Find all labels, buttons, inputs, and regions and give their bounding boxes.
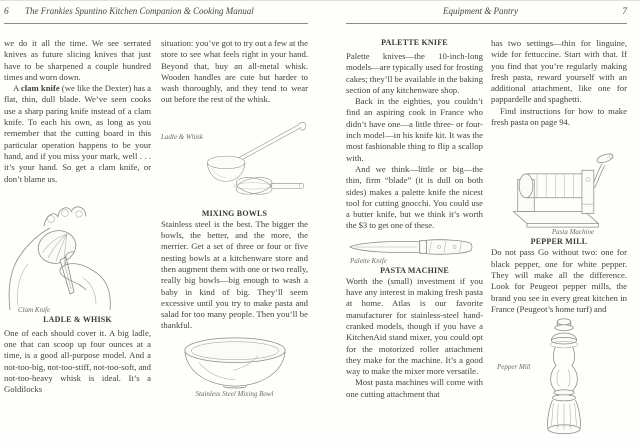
heading-mixing-bowls: MIXING BOWLS	[201, 208, 268, 218]
bold-term-clam-knife: clam knife	[20, 83, 60, 94]
palette-knife-illustration	[346, 238, 474, 256]
ladle-whisk-illustration	[203, 111, 308, 209]
right-column-2	[491, 38, 627, 437]
paragraph-clam-knife	[4, 83, 151, 185]
paragraph-pasta-machine: Worth the (small) investment if you have any interest in making fresh pasta at home. Atlas is our favorite manufacturer for stainless-steel hand-cranked models, though if you have a KitchenAid stand mixer, you could opt for the motorized roller attachment they make for the machine. It’s a good way to make the mixer more versatile.	[346, 275, 483, 377]
pepper-mill-illustration	[535, 317, 593, 437]
pasta-machine-figure	[491, 140, 627, 237]
paragraph-palette-blade: And we think—little or big—the thin, firm “blade” (it is dull on both sides) makes a palette knife the nicest tool for cutting gnocchi. You could use a butter knife, but we think it’s worth the $3 to get one of these.	[346, 163, 483, 231]
heading-palette-knife: PALETTE KNIFE	[381, 38, 448, 47]
paragraph-serrated-knives: we do it all the time. We see serrated knives as future slicing knives that just have to be sharpened a couple hundred times and worn down.	[4, 38, 151, 82]
clam-knife-illustration	[4, 194, 116, 310]
paragraph-palette-intro: Palette knives—the 10-inch-long models—are typically used for frosting cakes; they’ll be available in the baking section of any kitchenware shop.	[346, 51, 483, 95]
paragraph-ladle-whisk: One of each should cover it. A big ladle, one that can scoop up four ounces at a time, is a good all-purpose model. And a not-too-big, not-too-stiff, not-too-soft, and not-too-heavy whisk is ideal. It’s a Goldilocks	[4, 327, 151, 395]
left-page-number: 6	[4, 7, 9, 17]
right-column-1	[346, 38, 483, 437]
clam-knife-caption: Clam Knife	[18, 305, 51, 314]
left-column-2	[161, 38, 308, 399]
heading-pepper-mill: PEPPER MILL	[530, 237, 588, 247]
mixing-bowl-illustration	[182, 336, 288, 390]
left-running-title: The Frankies Spuntino Kitchen Companion & Cooking Manual	[25, 6, 254, 16]
paragraph-whisk-continued: situation: you’ve got to try out a few at the store to see what feels right in your hand. Beyond that, buy an all-metal whisk. Wooden handles are cute but harder to wash thoroughly, and they tend to wear out before the rest of the whisk.	[161, 38, 308, 105]
palette-knife-caption: Palette Knife	[350, 256, 387, 265]
left-page	[0, 1, 320, 444]
paragraph-settings-continued: has two settings—thin for linguine, wide for fettuccine. Start with that. If you find that you’re regularly making fresh pasta, reward yourself with an additional attachment, like one for pappardelle and spaghetti.	[491, 38, 627, 105]
right-page-columns	[346, 38, 627, 437]
paragraph-mixing-bowls: Stainless steel is the best. The bigger the bowls, the better, and the more, the merrier. Get a set of three or four or five nesting bowls at a kitchenware store and then augment them with one or two really, really big bowls—big enough to wash a baby in kind of big. They’ll seem excessive until you try to make pasta and salad for too many people. Then you’ll be thankful.	[161, 218, 308, 331]
paragraph-pepper-mill: Do not pass Go without two: one for black pepper, one for white pepper. They will make all the difference. Look for Peugeot pepper mills, the brand you see in every great kitchen in France (Peugeot’s home turf) and	[491, 247, 627, 314]
clam-knife-figure	[4, 194, 151, 315]
heading-ladle-whisk: LADLE & WHISK	[43, 314, 112, 324]
left-header-rule	[4, 23, 308, 24]
paragraph-text: (we like the Dexter) has a flat, thin, dull blade. We’ve seen cooks use a sharp paring knife instead of a clam knife. To each his own, as long as you remember that the cutting board in this particular operation happens to be your hand, and if you miss your mark, well . . . it’s your hand. So get a clam knife, or don’t blame us.	[4, 83, 151, 184]
right-page	[320, 1, 640, 444]
paragraph-text: A	[13, 83, 21, 94]
palette-knife-figure	[346, 238, 483, 266]
pasta-machine-illustration	[504, 140, 614, 228]
pepper-mill-figure	[491, 317, 627, 437]
pepper-mill-caption: Pepper Mill	[497, 363, 531, 372]
right-page-number: 7	[622, 7, 627, 17]
ladle-whisk-figure	[161, 111, 308, 209]
heading-pasta-machine: PASTA MACHINE	[380, 265, 449, 275]
paragraph-find-instructions: Find instructions for how to make fresh pasta on page 94.	[491, 105, 627, 128]
pasta-machine-caption: Pasta Machine	[551, 228, 595, 237]
right-running-title: Equipment & Pantry	[443, 6, 518, 16]
left-page-header	[4, 6, 308, 18]
left-column-1	[4, 38, 151, 399]
paragraph-palette-eighties: Back in the eighties, you couldn’t find an aspiring cook in France who didn’t have one—a little three- or four-inch model—in his knife kit. It was the most fashionable thing to flip a scallop with.	[346, 96, 483, 163]
left-page-columns	[4, 38, 308, 399]
right-page-header	[346, 6, 627, 18]
ladle-whisk-caption: Ladle & Whisk	[161, 132, 203, 141]
right-header-rule	[346, 23, 627, 24]
mixing-bowl-figure	[161, 336, 308, 399]
paragraph-pasta-attachment: Most pasta machines will come with one cutting attachment that	[346, 377, 483, 399]
mixing-bowl-caption: Stainless Steel Mixing Bowl	[195, 389, 274, 398]
